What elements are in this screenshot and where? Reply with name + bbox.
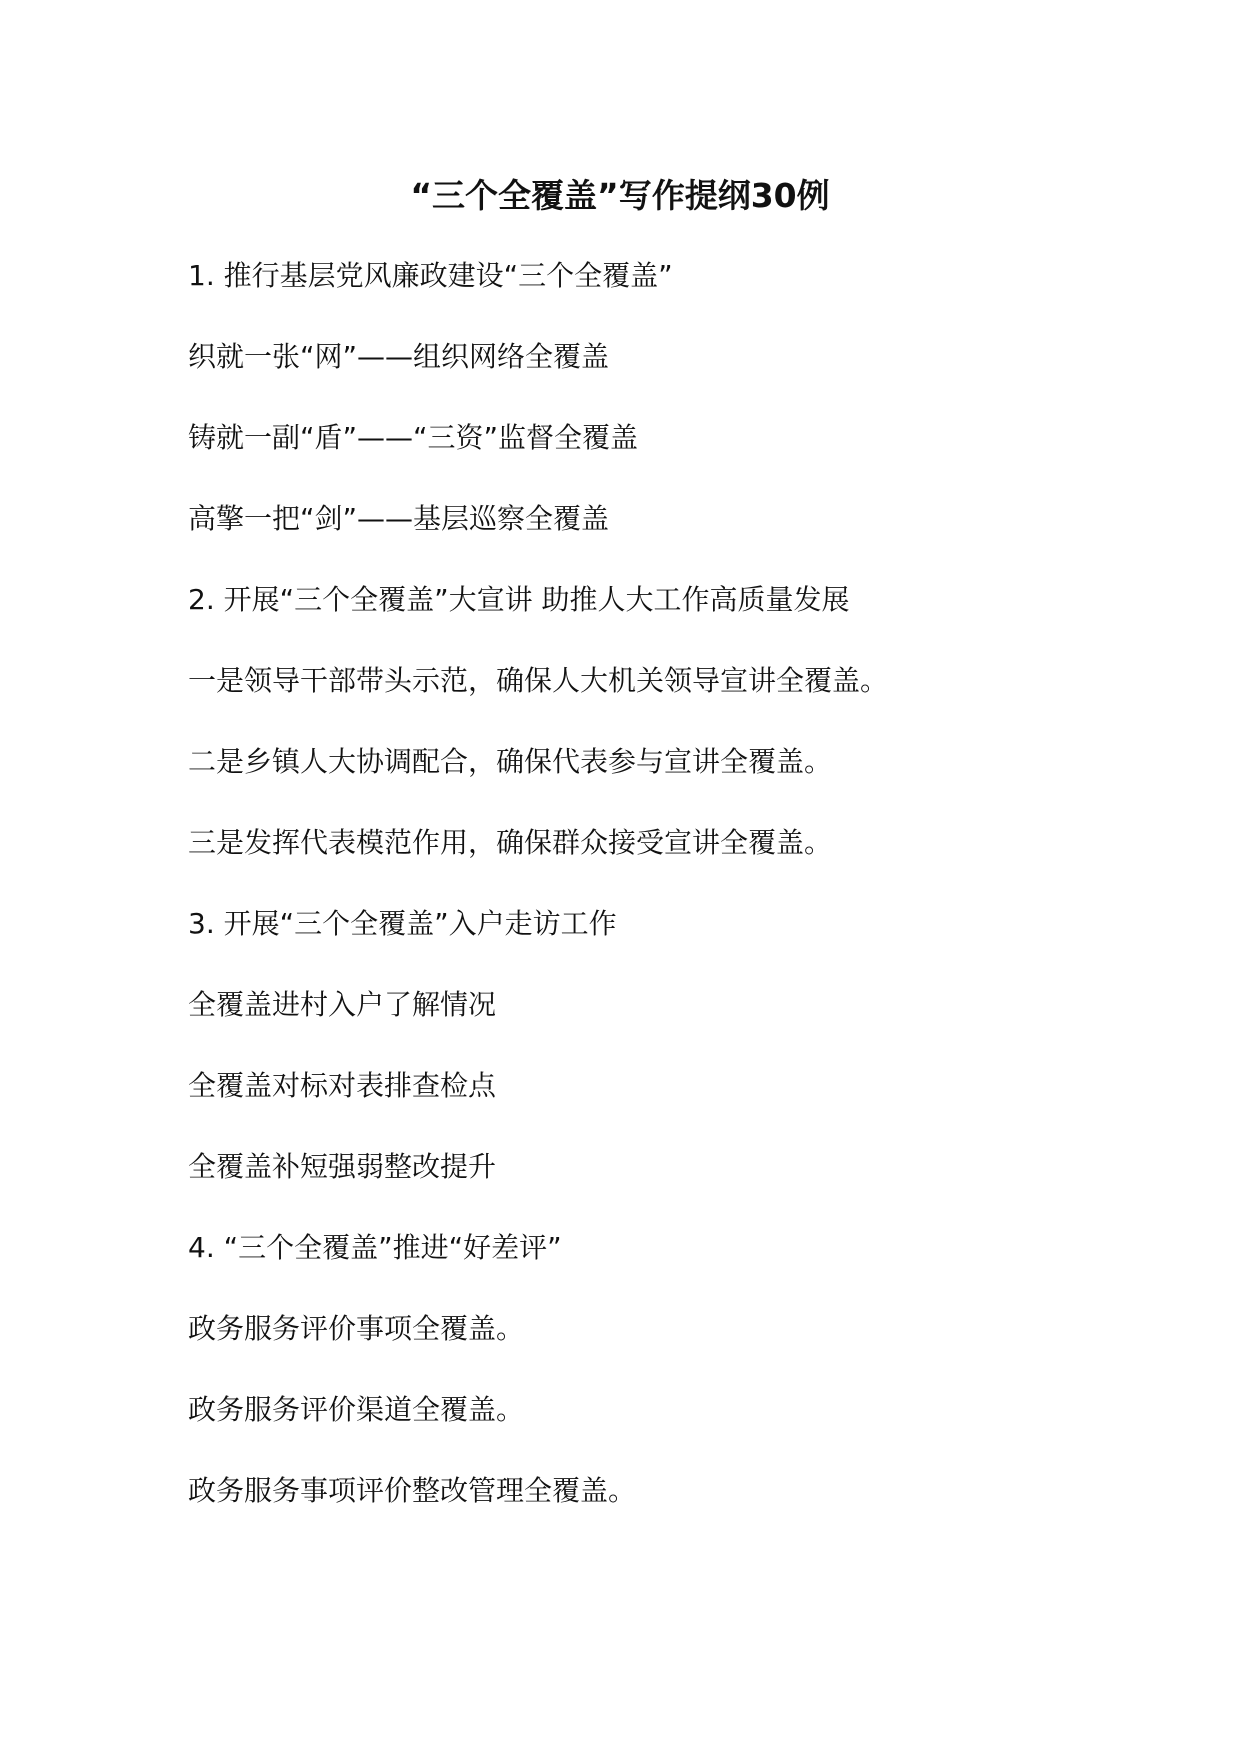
paragraph-line: 二是乡镇人大协调配合，确保代表参与宣讲全覆盖。	[188, 745, 833, 778]
paragraph-line: 高擎一把“剑”——基层巡察全覆盖	[188, 502, 610, 535]
heading-1: 1. 推行基层党风廉政建设“三个全覆盖”	[188, 259, 673, 292]
document-title: “三个全覆盖”写作提纲30例	[410, 176, 830, 215]
paragraph-line: 政务服务事项评价整改管理全覆盖。	[188, 1474, 637, 1507]
heading-2: 2. 开展“三个全覆盖”大宣讲 助推人大工作高质量发展	[188, 583, 850, 616]
paragraph-line: 铸就一副“盾”——“三资”监督全覆盖	[188, 421, 639, 454]
paragraph-line: 政务服务评价渠道全覆盖。	[188, 1393, 525, 1426]
heading-3: 3. 开展“三个全覆盖”入户走访工作	[188, 907, 617, 940]
paragraph-line: 一是领导干部带头示范，确保人大机关领导宣讲全覆盖。	[188, 664, 889, 697]
paragraph-line: 三是发挥代表模范作用，确保群众接受宣讲全覆盖。	[188, 826, 833, 859]
paragraph-line: 政务服务评价事项全覆盖。	[188, 1312, 525, 1345]
paragraph-line: 全覆盖对标对表排查检点	[188, 1069, 497, 1102]
document-body	[188, 252, 1188, 1548]
paragraph-line: 织就一张“网”——组织网络全覆盖	[188, 340, 610, 373]
heading-4: 4. “三个全覆盖”推进“好差评”	[188, 1231, 562, 1264]
paragraph-line: 全覆盖进村入户了解情况	[188, 988, 497, 1021]
paragraph-line: 全覆盖补短强弱整改提升	[188, 1150, 497, 1183]
